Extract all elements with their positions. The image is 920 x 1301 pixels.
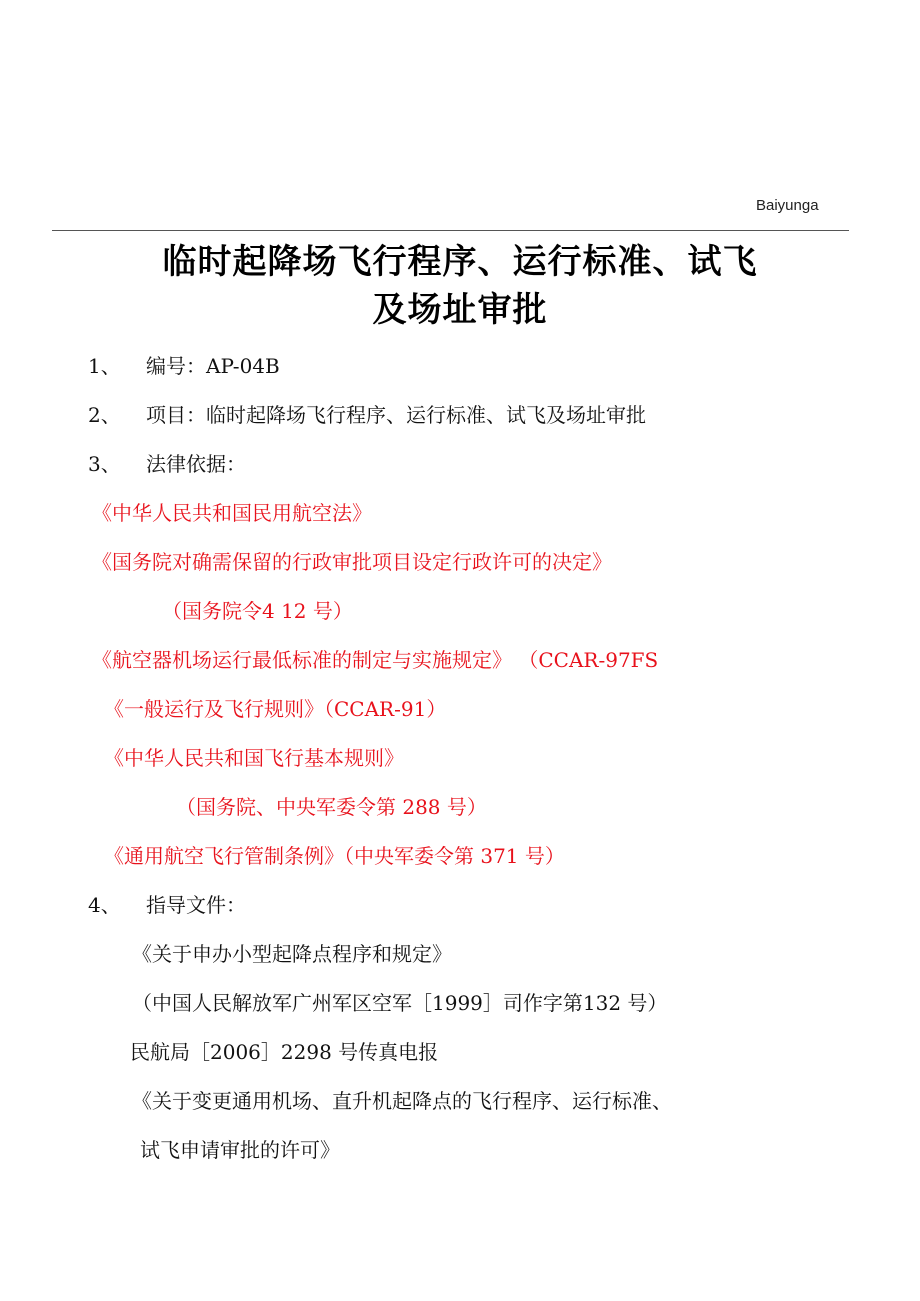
item-project (88, 403, 646, 427)
legal-doc-basic-flight-rules: 《中华人民共和国飞行基本规则》 (104, 746, 404, 770)
legal-doc-civil-aviation-law: 《中华人民共和国民用航空法》 (92, 501, 372, 525)
item-number: 1、 (88, 354, 121, 378)
legal-doc-decree-412: （国务院令4 12 号） (162, 599, 353, 623)
guidance-doc-change-procedures-line-2: 试飞申请审批的许可》 (140, 1138, 340, 1162)
guidance-doc-small-landing-point: 《关于申办小型起降点程序和规定》 (132, 942, 452, 966)
item-number: 3、 (88, 452, 121, 476)
legal-doc-general-aviation-regulations: 《通用航空飞行管制条例》（中央军委令第 371 号） (104, 844, 565, 868)
guidance-doc-caac-fax-2298: 民航局［2006］2298 号传真电报 (130, 1040, 439, 1064)
item-text: 法律依据： (146, 452, 246, 476)
legal-doc-ccar-97fs: 《航空器机场运行最低标准的制定与实施规定》 （CCAR-97FS (92, 648, 659, 672)
item-legal-basis (88, 452, 246, 476)
item-text: 编号：AP-04B (146, 354, 280, 378)
legal-doc-ccar-91: 《一般运行及飞行规则》（CCAR-91） (104, 697, 447, 721)
legal-doc-state-council-decision: 《国务院对确需保留的行政审批项目设定行政许可的决定》 (92, 550, 612, 574)
item-number: 2、 (88, 403, 121, 427)
legal-doc-decree-288: （国务院、中央军委令第 288 号） (176, 795, 487, 819)
header-label: Baiyunga (756, 197, 819, 214)
document-title-line-2: 及场址审批 (372, 290, 548, 330)
item-text: 指导文件： (146, 893, 246, 917)
guidance-doc-change-procedures-line-1: 《关于变更通用机场、直升机起降点的飞行程序、运行标准、 (132, 1089, 672, 1113)
item-number: 4、 (88, 893, 121, 917)
item-guidance (88, 893, 246, 917)
guidance-doc-guangzhou-air-force: （中国人民解放军广州军区空军［1999］司作字第132 号） (132, 991, 668, 1015)
header-rule (52, 230, 849, 231)
item-code (88, 354, 280, 378)
item-text: 项目：临时起降场飞行程序、运行标准、试飞及场址审批 (146, 403, 646, 427)
document-title-line-1: 临时起降场飞行程序、运行标准、试飞 (162, 242, 758, 282)
